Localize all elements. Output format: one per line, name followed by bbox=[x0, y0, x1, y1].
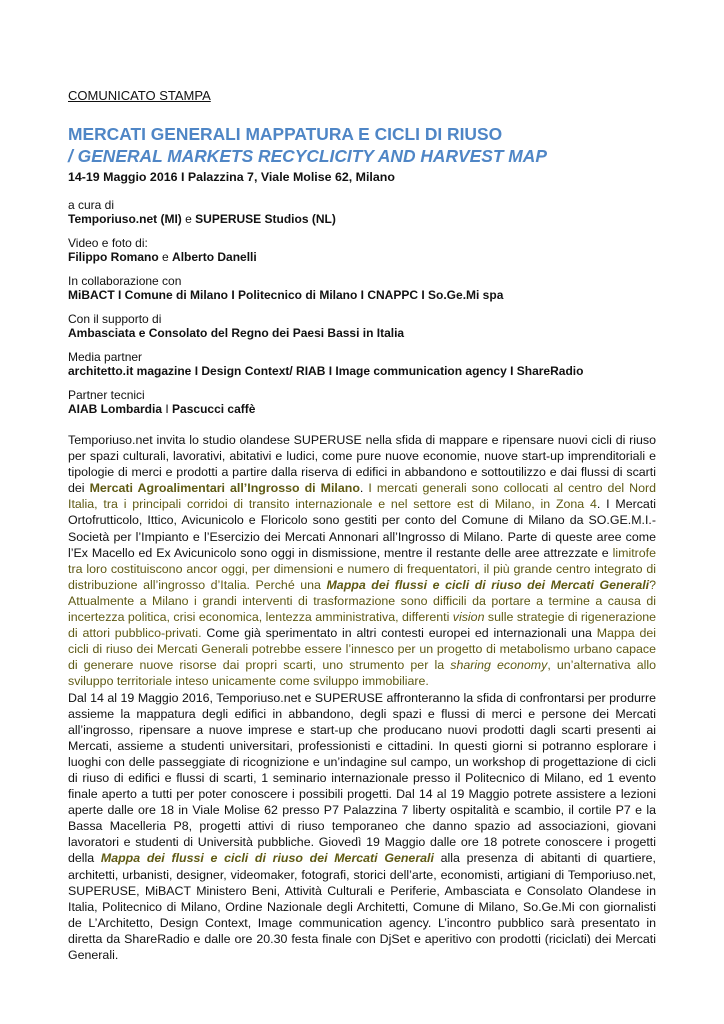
paragraph-intro bbox=[68, 432, 656, 690]
credit-video bbox=[68, 236, 656, 264]
credit-curated-label: a cura di bbox=[68, 198, 115, 212]
p1-mercati-highlight: Mercati Agroalimentari all’Ingrosso di Milano bbox=[89, 481, 360, 496]
p1-strategies-highlight: sulle strategie di rigenerazione di attori pubblico-privati. bbox=[68, 610, 656, 641]
p1-map-title-highlight: Mappa dei flussi e cicli di riuso dei Mercati Generali bbox=[326, 577, 650, 592]
tech-separator: I bbox=[165, 402, 169, 416]
curated-and: e bbox=[185, 212, 192, 226]
credit-tech-value bbox=[68, 402, 656, 416]
credit-media-value: architetto.it magazine I Design Context/ RIAB I Image communication agency I ShareRadio bbox=[68, 364, 584, 378]
p1-sharing-economy-highlight: sharing economy bbox=[450, 658, 548, 673]
p1-transformation-highlight: ? Attualmente a Milano i grandi interventi di trasformazione sono difficili da portare a termine a causa di incertezza politica, crisi economica, lentezza amministrativa, differenti bbox=[68, 577, 657, 625]
credit-media bbox=[68, 350, 656, 378]
credit-tech bbox=[68, 388, 656, 416]
title-italian: MERCATI GENERALI MAPPATURA E CICLI DI RIUSO bbox=[68, 124, 503, 144]
tech-partner-b: Pascucci caffè bbox=[172, 402, 256, 416]
curated-org-a: Temporiuso.net (MI) bbox=[68, 212, 182, 226]
credit-collaboration bbox=[68, 274, 656, 302]
event-dates-location: 14-19 Maggio 2016 I Palazzina 7, Viale Molise 62, Milano bbox=[68, 170, 395, 184]
p1-text: Temporiuso.net invita lo studio olandese SUPERUSE nella sfida di mappare e ripensare nuovi cicli di riuso per spazi culturali, lavorativi, abitativi e ludici, come pure nuove economie, nuove start-up imprenditoriali e tipologie di merci e prodotti a partire dalla riserva di edifici in abbandono e sottoutilizzo e dai flussi di scarti dei bbox=[68, 433, 656, 496]
tech-partner-a: AIAB Lombardia bbox=[68, 402, 163, 416]
p1-alternative-highlight: , un’alternativa allo sviluppo territoriale inteso unicamente come sviluppo immobiliare. bbox=[68, 658, 657, 689]
press-release-label: COMUNICATO STAMPA bbox=[68, 88, 211, 103]
title-english: / GENERAL MARKETS RECYCLICITY AND HARVEST MAP bbox=[68, 146, 547, 166]
credit-support-label: Con il supporto di bbox=[68, 312, 162, 326]
p2-text: Dal 14 al 19 Maggio 2016, Temporiuso.net e SUPERUSE affronteranno la sfida di confrontarsi per produrre assieme la mappatura degli edifici in abbandono, degli spazi e flussi di merci e persone dei Mercati all’ingrosso, ripensare a nuove imprese e start-up che producano nuovi prodotti dagli scarti presenti ai Mercati, assieme a studenti universitari, professionisti e cittadini. In questi giorni si potranno esplorare i luoghi con delle passeggiate di ricognizione e un’indagine sul campo, un workshop di progettazione di cicli di riuso di edifici e flussi di scarti, 1 seminario internazionale presso il Politecnico di Milano, ed 1 evento finale aperto a tutti per poter conoscere i possibili progetti. Dal 14 al 19 Maggio potrete assistere a lezioni aperte dalle ore 18 in Viale Molise 62 presso P7 Palazzina 7 liberty ospitalità e scambio, il cortile P7 e la Bassa Macelleria P8, progetti attivi di riuso temporaneo che danno spazio ad associazioni, giovani lavoratori e studenti di Università pubbliche. Giovedì 19 Maggio dalle ore 18 potrete conoscere i progetti della bbox=[68, 690, 656, 866]
credit-curated-value bbox=[68, 212, 656, 226]
credit-video-label: Video e foto di: bbox=[68, 236, 148, 250]
p1-vision-highlight: vision bbox=[452, 610, 485, 625]
credit-video-value bbox=[68, 250, 656, 264]
p1-metabolism-highlight: Mappa dei cicli di riuso dei Mercati Generali potrebbe essere l’innesco per un progetto di metabolismo urbano capace di generare nuove risorse dai propri scarti, uno strumento per la bbox=[68, 626, 656, 673]
credit-tech-label: Partner tecnici bbox=[68, 388, 145, 402]
p1-text: Come già sperimentato in altri contesti europei ed internazionali una bbox=[201, 626, 597, 641]
credit-media-label: Media partner bbox=[68, 350, 143, 364]
credit-curated bbox=[68, 198, 656, 226]
p2-map-title-highlight: Mappa dei flussi e cicli di riuso dei Mercati Generali bbox=[100, 851, 434, 866]
credit-collab-value: MiBACT I Comune di Milano I Politecnico di Milano I CNAPPC I So.Ge.Mi spa bbox=[68, 288, 504, 302]
credit-support-value: Ambasciata e Consolato del Regno dei Paesi Bassi in Italia bbox=[68, 326, 405, 340]
p2-text: alla presenza di abitanti di quartiere, architetti, urbanisti, designer, videomaker, fotografi, storici dell’arte, economisti, artigiani di Temporiuso.net, SUPERUSE, MiBACT Ministero Beni, Attività Culturali e Periferie, Ambasciata e Consolato Olandese in Italia, Politecnico di Milano, Ordine Nazionale degli Architetti, Comune di Milano, So.Ge.Mi con giornalisti de L’Architetto, Design Context, Image communication agency. L’incontro pubblico sarà presentato in diretta da ShareRadio e dalle ore 20.30 festa finale con DjSet e aperitivo con prodotti (riciclati) dei Mercati Generali. bbox=[68, 851, 656, 962]
p1-text: . I Mercati Ortofrutticolo, Ittico, Avicunicolo e Floricolo sono gestiti per conto del Comune di Milano da SO.GE.M.I.- Società per l’Impianto e l’Esercizio dei Mercati Annonari all’Ingrosso di Milano. Parte di queste aree come l’Ex Macello ed Ex Avicunicolo sono oggi in dismissione, mentre il restante delle aree attrezzate e bbox=[68, 497, 657, 560]
video-and: e bbox=[162, 250, 169, 264]
p1-location-highlight: I mercati generali sono collocati al centro del Nord Italia, tra i principali corridoi di transito internazionale e nel settore est di Milano, in Zona 4 bbox=[68, 481, 656, 512]
curated-org-b: SUPERUSE Studios (NL) bbox=[195, 212, 336, 226]
paragraph-program bbox=[68, 690, 656, 964]
video-author-b: Alberto Danelli bbox=[172, 250, 257, 264]
credit-support bbox=[68, 312, 656, 340]
press-release-page bbox=[68, 88, 656, 963]
credit-collab-label: In collaborazione con bbox=[68, 274, 182, 288]
body-text bbox=[68, 432, 656, 963]
p1-text: . bbox=[359, 481, 369, 496]
p1-integrated-center-highlight: limitrofe tra loro costituiscono ancor oggi, per dimensioni e numero di frequentatori, il più grande centro integrato di distribuzione all’ingrosso d’Italia. Perché una bbox=[68, 545, 656, 592]
video-author-a: Filippo Romano bbox=[68, 250, 159, 264]
